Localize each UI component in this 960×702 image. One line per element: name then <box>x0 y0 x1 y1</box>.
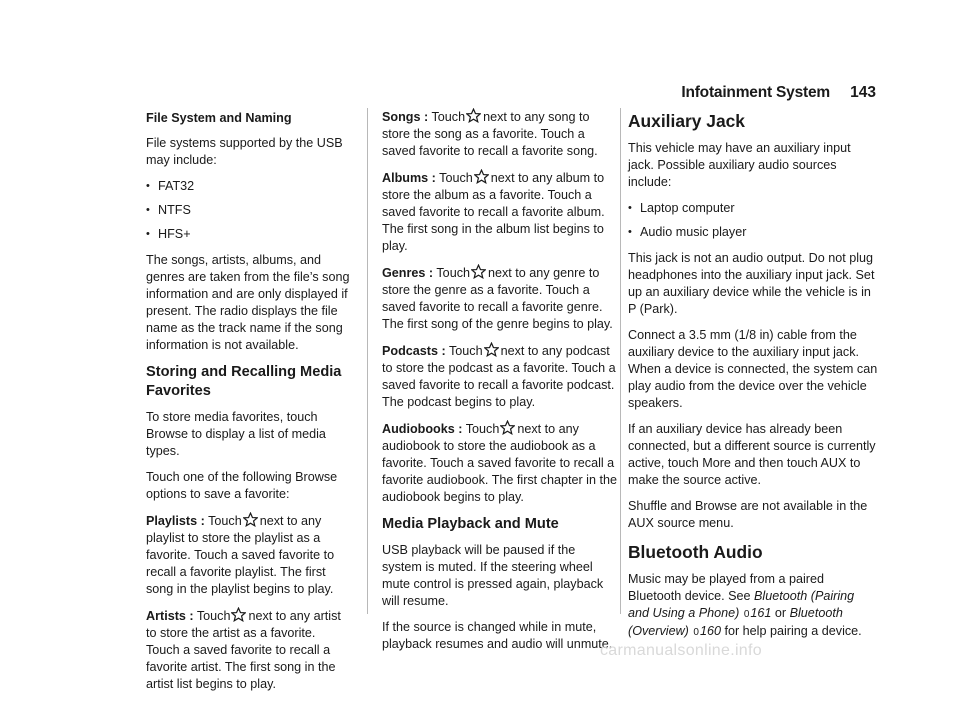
section-title: Infotainment System <box>681 84 830 101</box>
albums-term: Albums : <box>382 171 436 185</box>
page-ref-icon: 0 <box>743 609 750 620</box>
media-paragraph-2: If the source is changed while in mute, playback resumes and audio will unmute. <box>382 620 613 651</box>
star-outline-icon <box>231 607 246 622</box>
storing-heading: Storing and Recalling Media Favorites <box>146 364 342 399</box>
bullet-icon: • <box>628 226 632 238</box>
bluetooth-paragraph: Music may be played from a paired Bluetooth device. See Bluetooth (Pairing and Using a Phone) 0161 or Bluetooth (Overview) 0160 for help pairing a device. <box>628 572 862 638</box>
bullet-icon: • <box>628 202 632 214</box>
file-system-heading: File System and Naming <box>146 111 292 125</box>
list-item: • NTFS <box>146 203 191 217</box>
aux-intro: This vehicle may have an auxiliary input jack. Possible auxiliary audio sources include: <box>628 141 851 189</box>
page-number: 143 <box>850 84 876 101</box>
albums-entry: Albums : Touch next to any album to store the album as a favorite. Touch a saved favorite to recall a favorite album. The first song in the album list begins to play. <box>382 171 605 253</box>
file-system-intro: File systems supported by the USB may include: <box>146 136 343 167</box>
audiobooks-entry: Audiobooks : Touch next to any audiobook to store the audiobook as a favorite. Touch a saved favorite to recall a favorite audiobook. The first chapter in the audiobook begins to play. <box>382 422 617 504</box>
star-outline-icon <box>471 264 486 279</box>
media-heading: Media Playback and Mute <box>382 516 559 532</box>
list-item: • Audio music player <box>628 225 747 239</box>
list-item: • Laptop computer <box>628 201 735 215</box>
genres-term: Genres : <box>382 266 434 280</box>
aux-paragraph-5: Shuffle and Browse are not available in the AUX source menu. <box>628 499 868 530</box>
audiobooks-term: Audiobooks : <box>382 422 463 436</box>
watermark: carmanualsonline.info <box>600 642 762 659</box>
star-outline-icon <box>500 420 515 435</box>
column-left <box>146 108 352 702</box>
aux-paragraph-4: If an auxiliary device has already been connected, but a different source is currently active, touch More and then touch AUX to make the source active. <box>628 422 876 487</box>
aux-heading: Auxiliary Jack <box>628 111 745 131</box>
bullet-icon: • <box>146 228 150 240</box>
aux-paragraph-3: Connect a 3.5 mm (1/8 in) cable from the auxiliary device to the auxiliary input jack. When a device is connected, the system can play audio from the device over the vehicle speakers. <box>628 328 878 410</box>
songs-entry: Songs : Touch next to any song to store the song as a favorite. Touch a saved favorite to recall a favorite song. <box>382 110 598 158</box>
podcasts-entry: Podcasts : Touch next to any podcast to store the podcast as a favorite. Touch a saved favorite to recall a favorite podcast. The podcast begins to play. <box>382 344 616 409</box>
page-ref-icon: 0 <box>693 627 699 638</box>
bullet-icon: • <box>146 204 150 216</box>
column-right <box>628 108 878 650</box>
list-item: • FAT32 <box>146 179 195 193</box>
media-paragraph-1: USB playback will be paused if the system is muted. If the steering wheel mute control is pressed again, playback will resume. <box>382 543 604 608</box>
page-ref-161[interactable]: 161 <box>750 606 772 620</box>
page-ref-160[interactable]: 160 <box>699 624 721 638</box>
star-outline-icon <box>243 512 258 527</box>
file-system-list <box>146 178 352 243</box>
songs-info-paragraph: The songs, artists, albums, and genres are taken from the file’s song information and are only displayed if present. The radio displays the file name as the track name if the song information is not available. <box>146 253 350 352</box>
songs-term: Songs : <box>382 110 429 124</box>
star-outline-icon <box>474 169 489 184</box>
bluetooth-heading: Bluetooth Audio <box>628 542 763 562</box>
genres-entry: Genres : Touch next to any genre to store the genre as a favorite. Touch a saved favorite to recall a favorite genre. The first song of the genre begins to play. <box>382 266 613 331</box>
artists-entry: Artists : Touch next to any artist to store the artist as a favorite. Touch a saved favorite to recall a favorite artist. The first song in the artist list begins to play. <box>146 609 341 691</box>
column-divider <box>620 108 621 614</box>
storing-intro: To store media favorites, touch Browse to display a list of media types. <box>146 410 326 458</box>
playlists-entry: Playlists : Touch next to any playlist to store the playlist as a favorite. Touch a saved favorite to recall a favorite playlist. The first song in the playlist begins to play. <box>146 514 335 596</box>
artists-term: Artists : <box>146 609 194 623</box>
page-header <box>662 84 876 104</box>
aux-paragraph-2: This jack is not an audio output. Do not plug headphones into the auxiliary input jack. Set up an auxiliary device while the vehicle is in P (Park). <box>628 251 875 316</box>
column-middle <box>382 108 618 662</box>
aux-sources-list <box>628 200 878 241</box>
playlists-term: Playlists : <box>146 514 205 528</box>
star-outline-icon <box>484 342 499 357</box>
bullet-icon: • <box>146 180 150 192</box>
column-divider <box>367 108 368 614</box>
list-item: • HFS+ <box>146 227 191 241</box>
star-outline-icon <box>466 108 481 123</box>
touch-one-paragraph: Touch one of the following Browse options to save a favorite: <box>146 470 338 501</box>
podcasts-term: Podcasts : <box>382 344 446 358</box>
bluetooth-overview-link[interactable]: Bluetooth (Overview) <box>628 606 843 638</box>
bluetooth-pairing-link[interactable]: Bluetooth (Pairing and Using a Phone) <box>628 589 855 620</box>
